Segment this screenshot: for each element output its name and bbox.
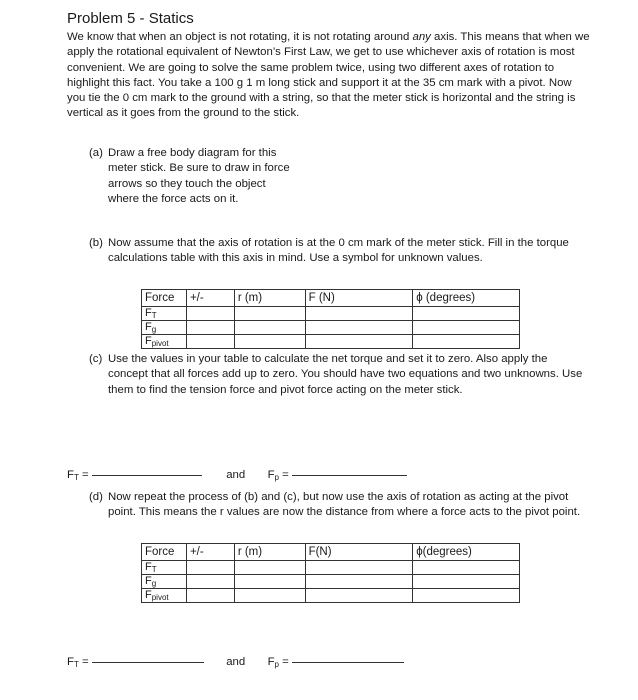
fp-answer-blank[interactable]: [292, 475, 407, 476]
and-label: and: [226, 656, 246, 668]
header-r: r (m): [234, 290, 305, 307]
ft-label: $F_T$: [67, 656, 79, 669]
force-cell: $F_g$: [142, 321, 187, 335]
table-header-row: [142, 544, 520, 561]
fp-answer-blank[interactable]: [292, 662, 404, 663]
header-phi: ϕ(degrees): [413, 544, 520, 561]
header-sign: +/-: [186, 544, 234, 561]
r-cell[interactable]: [234, 307, 305, 321]
fp-label: $F_p$: [267, 469, 279, 482]
intro-paragraph: [67, 30, 592, 122]
phi-cell[interactable]: [413, 589, 520, 603]
f-cell[interactable]: [305, 561, 413, 575]
sign-cell[interactable]: [186, 307, 234, 321]
phi-cell[interactable]: [413, 561, 520, 575]
header-force: Force: [142, 544, 187, 561]
f-cell[interactable]: [305, 589, 413, 603]
sign-cell[interactable]: [186, 321, 234, 335]
table-header-row: [142, 290, 520, 307]
ft-answer-blank[interactable]: [92, 662, 204, 663]
r-cell[interactable]: [234, 575, 305, 589]
r-cell[interactable]: [234, 321, 305, 335]
header-f: F(N): [305, 544, 413, 561]
force-cell: $F_g$: [142, 575, 187, 589]
sign-cell[interactable]: [186, 335, 234, 349]
phi-cell[interactable]: [413, 335, 520, 349]
part-b-text: Now assume that the axis of rotation is at the 0 cm mark of the meter stick. Fill in the torque calculations table with this axis in mind. Use a symbol for unknown values.: [108, 237, 569, 265]
sign-cell[interactable]: [186, 561, 234, 575]
f-cell[interactable]: [305, 307, 413, 321]
sign-cell[interactable]: [186, 575, 234, 589]
f-cell[interactable]: [305, 335, 413, 349]
part-a-label: (a): [89, 147, 103, 159]
problem-title: Problem 5 - Statics: [67, 10, 194, 27]
phi-cell[interactable]: [413, 575, 520, 589]
table-row: [142, 561, 520, 575]
force-cell: $F_T$: [142, 561, 187, 575]
part-c-text: Use the values in your table to calculate the net torque and set it to zero. Also apply the concept that all forces add up to zero. You should have two equations and two unknowns. Use them to find the tension force and pivot force acting on the meter stick.: [108, 353, 583, 396]
table-row: [142, 589, 520, 603]
header-f: F (N): [305, 290, 413, 307]
equals-sign: =: [282, 656, 289, 668]
force-cell: $F_{pivot}$: [142, 335, 187, 349]
equals-sign: =: [82, 656, 89, 668]
equals-sign: =: [82, 469, 89, 481]
intro-emphasis: any: [412, 31, 431, 43]
header-phi: ϕ (degrees): [413, 290, 520, 307]
table-row: [142, 575, 520, 589]
f-cell[interactable]: [305, 575, 413, 589]
ft-label: $F_T$: [67, 469, 79, 482]
sign-cell[interactable]: [186, 589, 234, 603]
part-d-text: Now repeat the process of (b) and (c), but now use the axis of rotation as acting at the pivot point. This means the r values are now the distance from where a force acts to the pivot point.: [108, 491, 581, 519]
part-b-label: (b): [89, 237, 103, 249]
ft-answer-blank[interactable]: [92, 475, 202, 476]
and-label: and: [226, 469, 246, 481]
table-row: [142, 321, 520, 335]
f-cell[interactable]: [305, 321, 413, 335]
answer-line-1: [67, 469, 407, 482]
phi-cell[interactable]: [413, 321, 520, 335]
header-r: r (m): [234, 544, 305, 561]
phi-cell[interactable]: [413, 307, 520, 321]
force-cell: $F_{pivot}$: [142, 589, 187, 603]
r-cell[interactable]: [234, 335, 305, 349]
equals-sign: =: [282, 469, 289, 481]
torque-table-pivot-axis: [141, 543, 520, 603]
part-a-text: Draw a free body diagram for this meter stick. Be sure to draw in force arrows so they touch the object where the force acts on it.: [108, 147, 290, 205]
table-row: [142, 307, 520, 321]
part-c-label: (c): [89, 353, 103, 365]
header-sign: +/-: [186, 290, 234, 307]
answer-line-2: [67, 656, 404, 669]
r-cell[interactable]: [234, 561, 305, 575]
fp-label: $F_p$: [267, 656, 279, 669]
r-cell[interactable]: [234, 589, 305, 603]
table-row: [142, 335, 520, 349]
force-cell: $F_T$: [142, 307, 187, 321]
header-force: Force: [142, 290, 187, 307]
torque-table-zero-axis: [141, 289, 520, 349]
intro-text-2: axis. This means that when we apply the rotational equivalent of Newton’s First Law, we get to use whichever axis of rotation is most convenient. We are going to solve the same problem twice, using two different axes of rotation to highlight this fact. You take a 100 g 1 m long stick and support it at the 35 cm mark with a pivot. Now you tie the 0 cm mark to the ground with a string, so that the meter stick is horizontal and the string is vertical as it goes from the ground to the stick.: [67, 31, 590, 120]
part-d-label: (d): [89, 491, 103, 503]
intro-text-1: We know that when an object is not rotating, it is not rotating around: [67, 31, 413, 43]
